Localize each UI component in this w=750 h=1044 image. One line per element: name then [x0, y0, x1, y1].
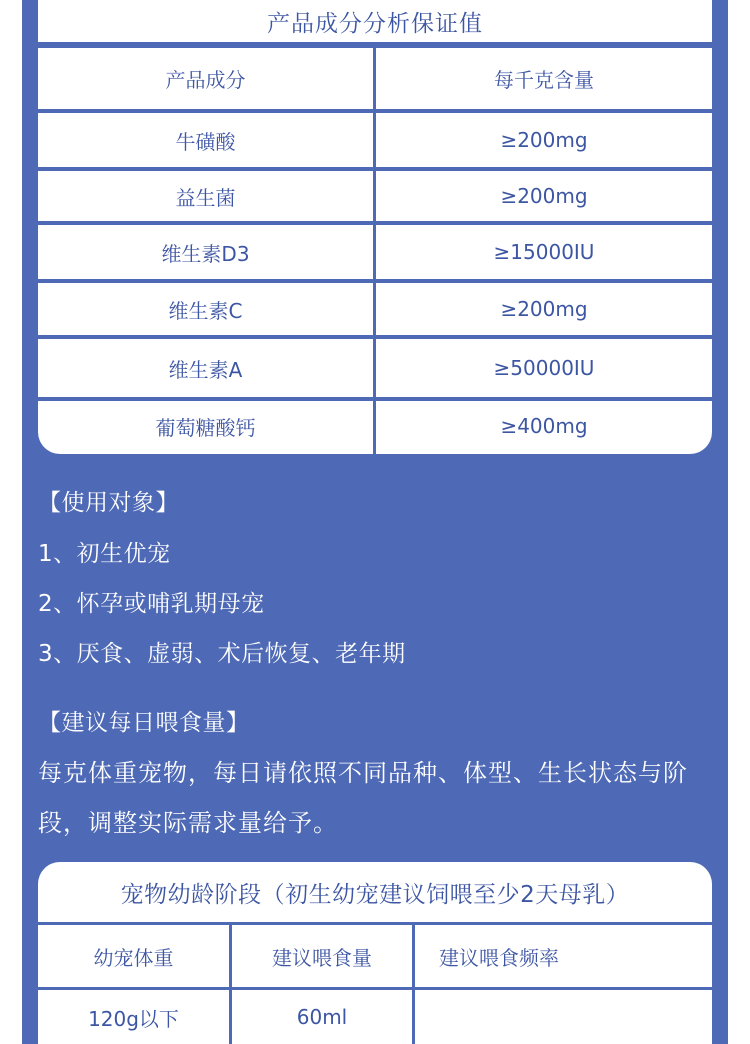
header-feeding-amount: 建议喂食量	[272, 945, 372, 970]
table-cell-ingredient: 牛磺酸	[175, 129, 236, 154]
usage-item: 2、怀孕或哺乳期母宠	[38, 591, 265, 617]
header-feeding-frequency: 建议喂食频率	[439, 945, 559, 970]
table-cell-amount: ≥15000IU	[493, 240, 595, 264]
table-cell-ingredient: 维生素D3	[161, 241, 250, 266]
table-cell-amount: ≥50000IU	[493, 356, 595, 380]
feeding-table	[38, 862, 712, 1044]
usage-item: 1、初生优宠	[38, 541, 171, 567]
table-cell-amount: ≥200mg	[500, 128, 588, 152]
dosage-paragraph: 每克体重宠物，每日请依照不同品种、体型、生长状态与阶段，调整实际需求量给予。	[38, 759, 688, 837]
table-cell-amount: ≥200mg	[500, 297, 588, 321]
header-ingredient: 产品成分	[165, 68, 246, 92]
analysis-table-title: 产品成分分析保证值	[267, 10, 483, 37]
table-cell-ingredient: 维生素C	[168, 298, 243, 323]
usage-heading: 【使用对象】	[38, 490, 179, 516]
feeding-table-title: 宠物幼龄阶段（初生幼宠建议饲喂至少2天母乳）	[120, 881, 630, 908]
header-content-per-kg: 每千克含量	[494, 68, 594, 92]
usage-item: 3、厌食、虚弱、术后恢复、老年期	[38, 641, 406, 667]
dosage-heading: 【建议每日喂食量】	[38, 710, 250, 736]
table-cell-amount: 60ml	[296, 1005, 348, 1029]
table-cell-weight: 120g以下	[88, 1006, 179, 1031]
table-cell-ingredient: 葡萄糖酸钙	[155, 415, 256, 440]
table-cell-ingredient: 维生素A	[168, 357, 243, 382]
table-cell-frequency	[415, 990, 712, 1044]
table-cell-amount: ≥400mg	[500, 414, 588, 438]
table-cell-ingredient: 益生菌	[175, 185, 236, 210]
header-pet-weight: 幼宠体重	[93, 945, 174, 970]
analysis-table	[38, 0, 712, 454]
table-cell-amount: ≥200mg	[500, 184, 588, 208]
